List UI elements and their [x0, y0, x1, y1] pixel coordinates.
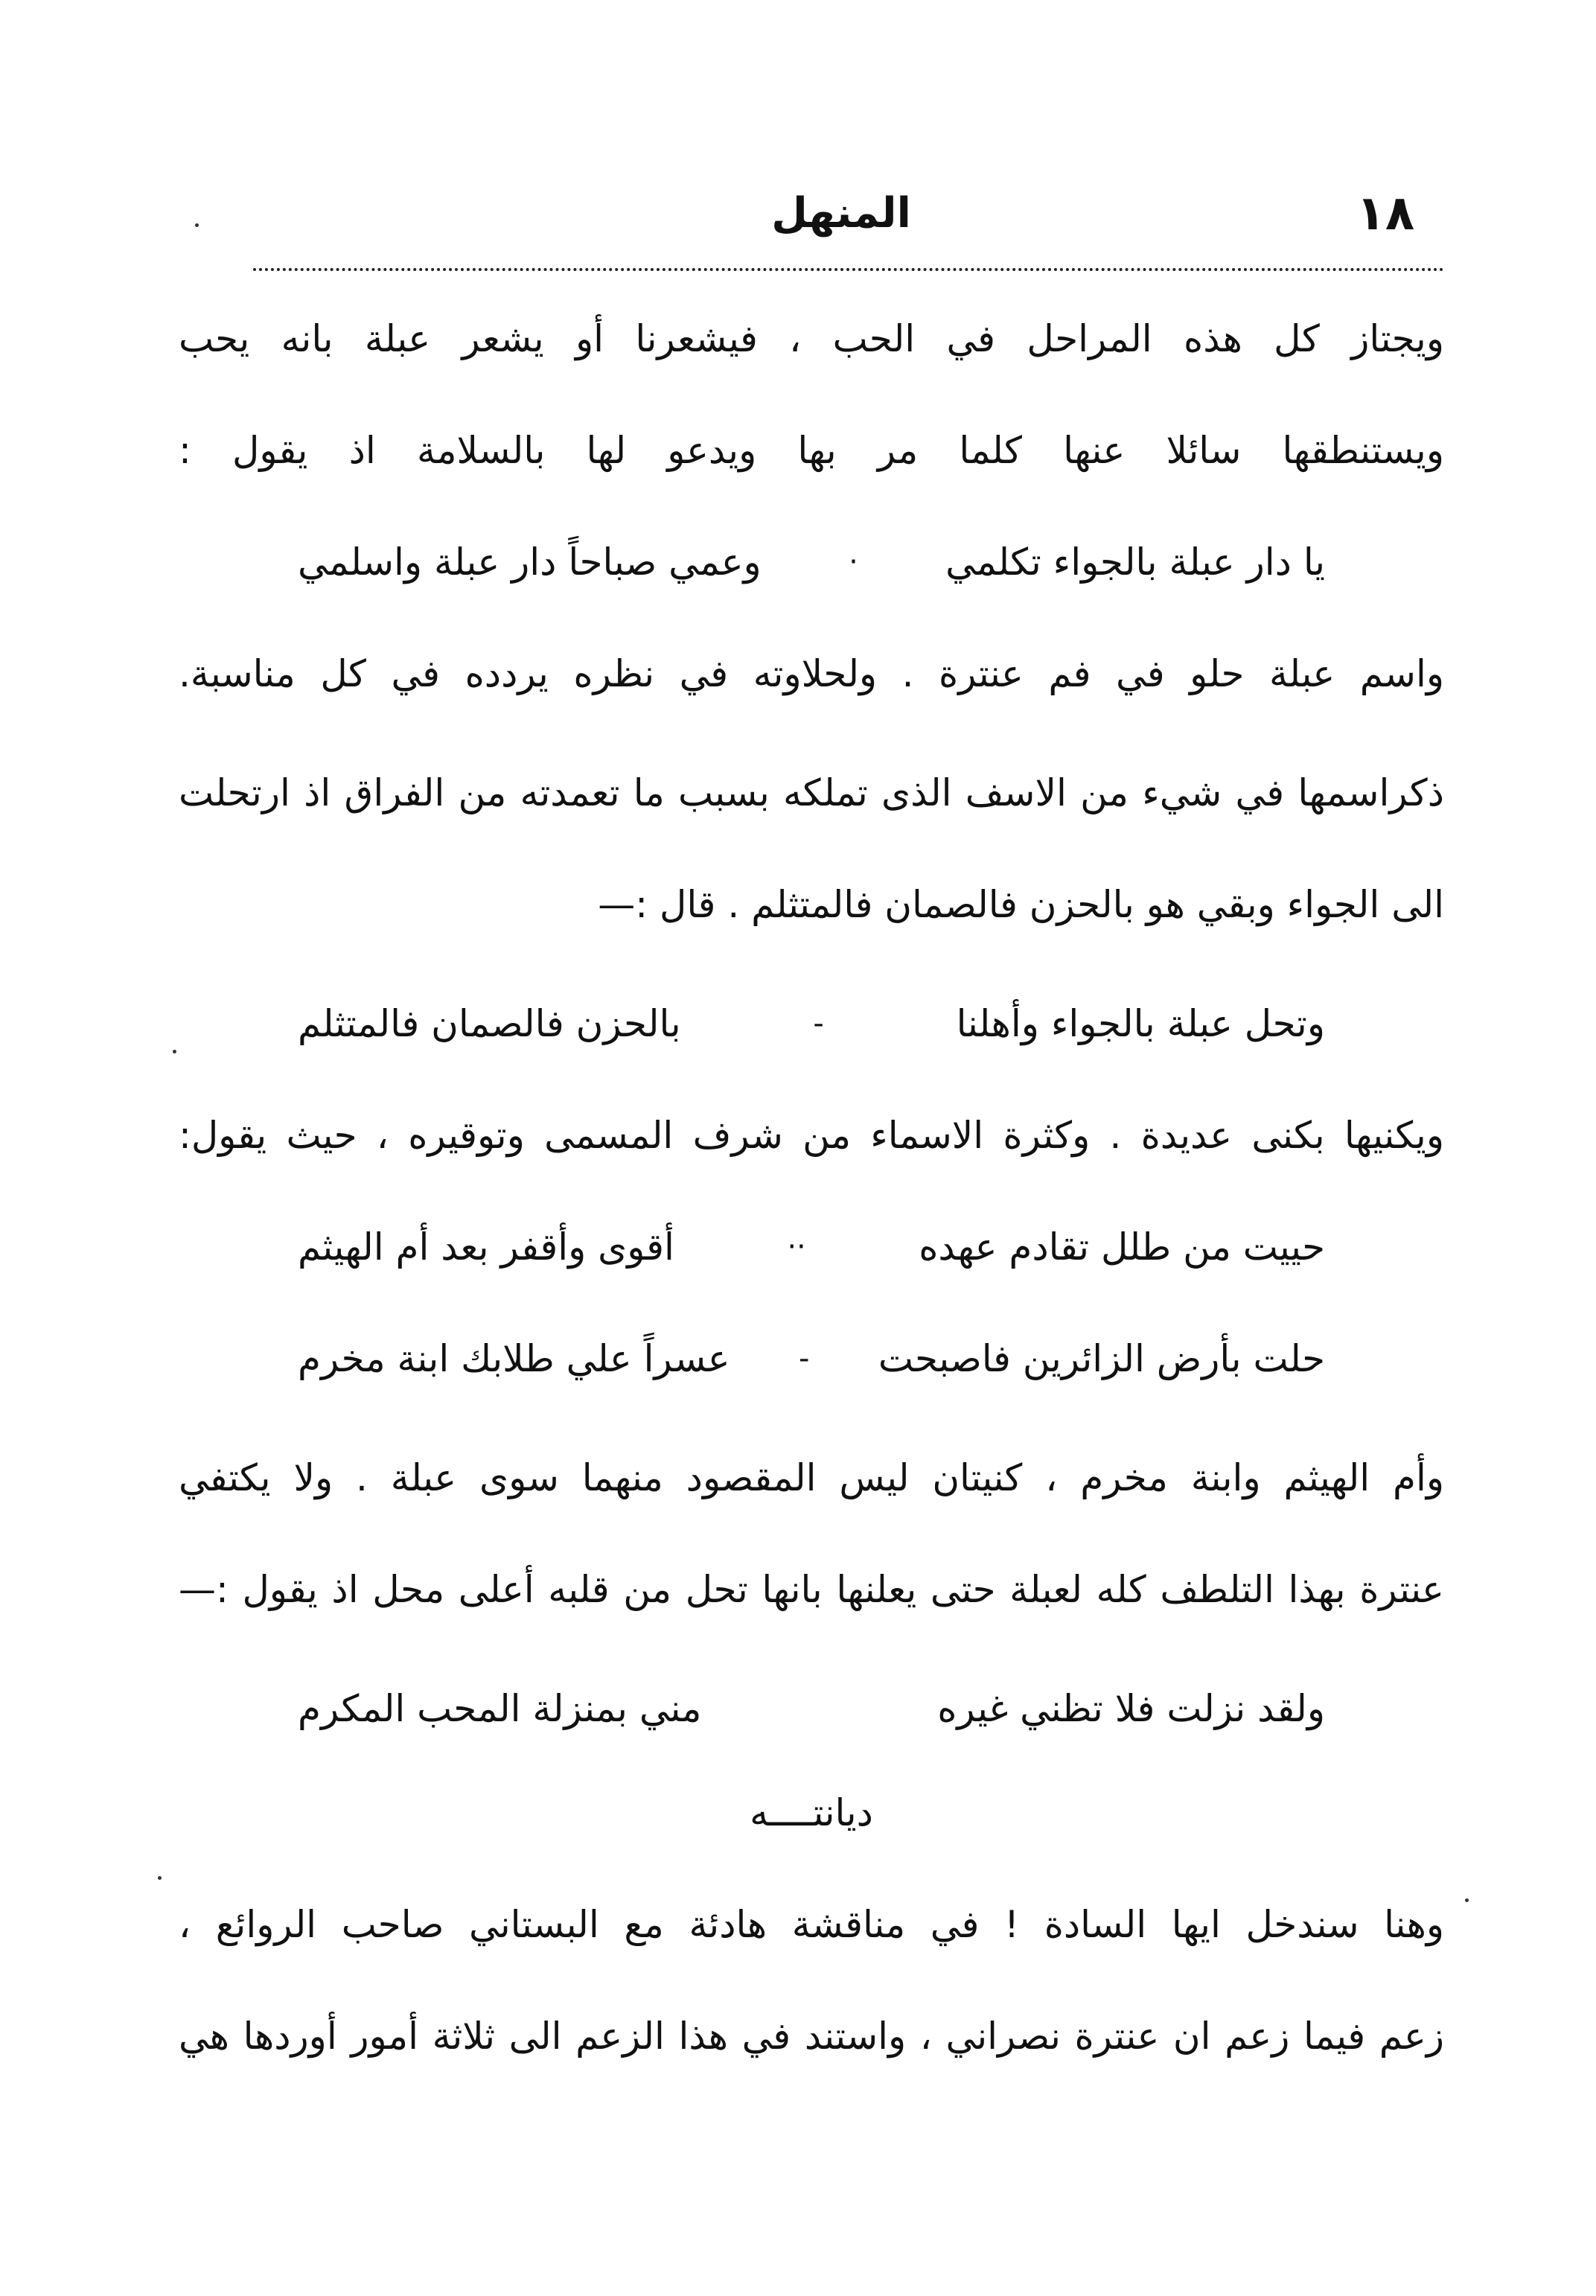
- verse-first-hemistich: حييت من طلل تقادم عهده: [919, 1225, 1325, 1269]
- text-line: وأم الهيثم وابنة مخرم ، كنيتان ليس المقصود منهما سوى عبلة . ولا يكتفي: [179, 1456, 1444, 1499]
- text-line: زعم فيما زعم ان عنترة نصراني ، واستند في هذا الزعم الى ثلاثة أمور أوردها هي: [179, 2015, 1444, 2058]
- verse-separator: ·: [849, 545, 858, 579]
- header-divider: [253, 268, 1444, 271]
- verse-line: [298, 1683, 1325, 1735]
- text-line: وهنا سندخل ايها السادة ! في مناقشة هادئة مع البستاني صاحب الروائع ،: [179, 1903, 1444, 1946]
- verse-separator: -: [813, 1007, 824, 1041]
- verse-first-hemistich: ولقد نزلت فلا تظني غيره: [937, 1687, 1325, 1730]
- verse-separator: -: [799, 1342, 810, 1376]
- running-title: المنهل: [771, 189, 911, 237]
- page-number: ١٨: [1356, 186, 1414, 241]
- verse-second-hemistich: مني بمنزلة المحب المكرم: [298, 1687, 702, 1730]
- verse-first-hemistich: حلت بأرض الزائرين فاصبحت: [878, 1337, 1325, 1380]
- verse-line: [298, 998, 1325, 1050]
- verse-first-hemistich: وتحل عبلة بالجواء وأهلنا: [956, 1002, 1325, 1045]
- text-line: ذكراسمها في شيء من الاسف الذى تملكه بسبب ما تعمدته من الفراق اذ ارتحلت: [179, 771, 1444, 814]
- verse-second-hemistich: أقوى وأقفر بعد أم الهيثم: [298, 1225, 674, 1269]
- verse-line: [298, 536, 1325, 588]
- text-line: ويجتاز كل هذه المراحل في الحب ، فيشعرنا أو يشعر عبلة بانه يحب: [179, 317, 1444, 360]
- text-line: ويستنطقها سائلا عنها كلما مر بها ويدعو لها بالسلامة اذ يقول :: [179, 429, 1444, 472]
- verse-second-hemistich: بالحزن فالصمان فالمتثلم: [298, 1002, 681, 1045]
- scan-speck: [158, 1876, 162, 1880]
- verse-first-hemistich: يا دار عبلة بالجواء تكلمي: [945, 540, 1325, 584]
- text-line: عنترة بهذا التلطف كله لعبلة حتى يعلنها بانها تحل من قلبه أعلى محل اذ يقول :—: [179, 1568, 1444, 1611]
- verse-second-hemistich: عسراً علي طلابك ابنة مخرم: [298, 1337, 730, 1380]
- verse-separator: ··: [787, 1230, 806, 1264]
- text-line: ويكنيها بكنى عديدة . وكثرة الاسماء من شرف المسمى وتوقيره ، حيث يقول:: [179, 1114, 1444, 1157]
- scan-speck: [173, 1050, 176, 1053]
- page-header: [246, 186, 1437, 253]
- scan-speck: [195, 223, 199, 227]
- text-line: واسم عبلة حلو في فم عنترة . ولحلاوته في نظره يردده في كل مناسبة.: [179, 652, 1444, 695]
- section-heading: ديانتــــه: [750, 1791, 873, 1834]
- verse-line: [298, 1333, 1325, 1385]
- verse-line: [298, 1221, 1325, 1273]
- scan-speck: [1465, 1898, 1469, 1902]
- verse-second-hemistich: وعمي صباحاً دار عبلة واسلمي: [298, 540, 762, 584]
- text-line: الى الجواء وبقي هو بالحزن فالصمان فالمتثلم . قال :—: [598, 883, 1444, 926]
